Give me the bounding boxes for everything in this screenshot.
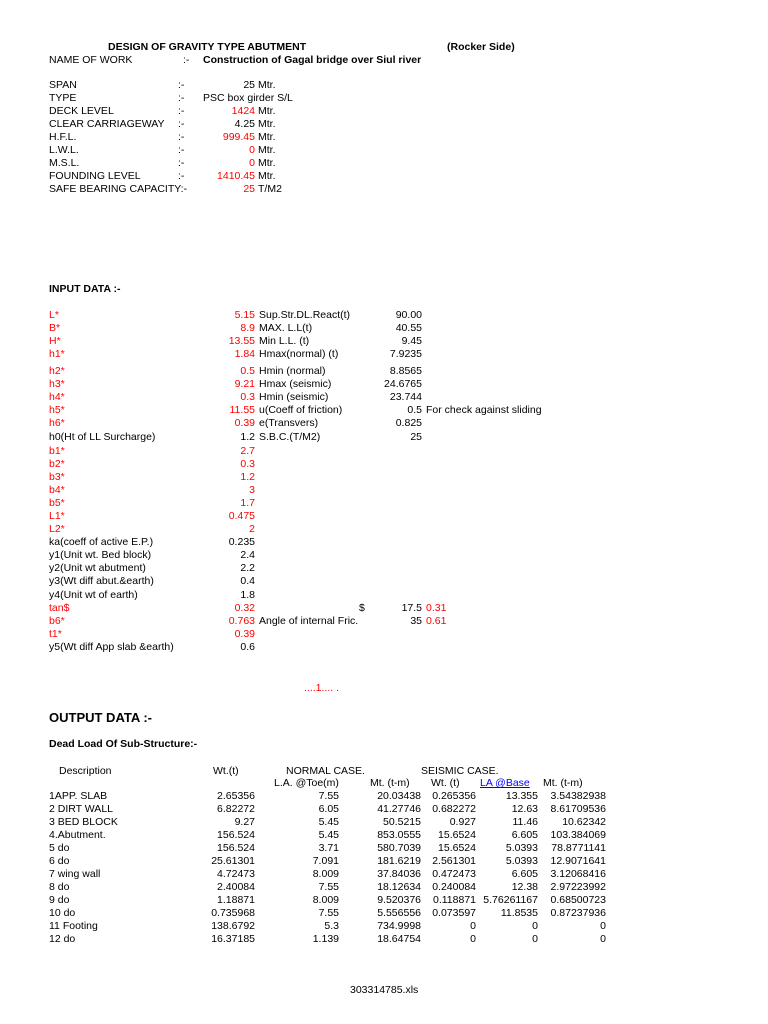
table-cell-la-base: 5.76261167 bbox=[483, 894, 538, 906]
general-label: DECK LEVEL bbox=[49, 105, 114, 117]
table-cell-weight: 9.27 bbox=[234, 816, 255, 828]
input-param-value: 90.00 bbox=[395, 309, 422, 321]
input-value: 1.8 bbox=[240, 589, 255, 601]
table-cell-weight: 6.82272 bbox=[217, 803, 255, 815]
input-value: 0.32 bbox=[234, 602, 255, 614]
general-separator: :- bbox=[178, 144, 185, 156]
table-cell-weight-seismic: 0.682272 bbox=[432, 803, 476, 815]
table-cell-la-toe: 1.139 bbox=[312, 933, 339, 945]
table-cell-la-base: 6.605 bbox=[511, 829, 538, 841]
table-cell-moment-seismic: 0 bbox=[600, 933, 606, 945]
table-cell-la-toe: 5.45 bbox=[318, 816, 339, 828]
input-value: 0.3 bbox=[240, 458, 255, 470]
table-cell-moment-seismic: 0 bbox=[600, 920, 606, 932]
work-separator: :- bbox=[183, 54, 190, 66]
input-label: h5* bbox=[49, 404, 65, 416]
table-cell-description: 12 do bbox=[49, 933, 76, 945]
table-cell-weight-seismic: 0 bbox=[470, 920, 476, 932]
document-side: (Rocker Side) bbox=[447, 41, 515, 53]
input-param-label: MAX. L.L(t) bbox=[259, 322, 313, 334]
general-label: TYPE bbox=[49, 92, 77, 104]
footer-filename: 303314785.xls bbox=[350, 984, 419, 996]
table-cell-weight: 156.524 bbox=[217, 829, 255, 841]
general-unit: Mtr. bbox=[258, 157, 276, 169]
input-value: 1.7 bbox=[240, 497, 255, 509]
table-cell-la-toe: 7.091 bbox=[312, 855, 339, 867]
input-label: H* bbox=[49, 335, 61, 347]
table-cell-moment-seismic: 0.68500723 bbox=[550, 894, 606, 906]
table-cell-description: 2 DIRT WALL bbox=[49, 803, 113, 815]
input-param-label: Sup.Str.DL.React(t) bbox=[259, 309, 351, 321]
seismic-case-header: SEISMIC CASE. bbox=[421, 765, 499, 777]
table-cell-moment: 853.0555 bbox=[377, 829, 421, 841]
page-marker: ....1.... . bbox=[304, 682, 340, 694]
input-label: y5(Wt diff App slab &earth) bbox=[49, 641, 174, 653]
work-label: NAME OF WORK bbox=[49, 54, 133, 66]
general-separator: :- bbox=[178, 131, 185, 143]
col-moment: Mt. (t-m) bbox=[370, 777, 410, 789]
table-cell-weight-seismic: 0.073597 bbox=[432, 907, 476, 919]
input-label: b5* bbox=[49, 497, 65, 509]
table-cell-description: 11 Footing bbox=[49, 920, 98, 932]
input-value: 0.5 bbox=[240, 365, 255, 377]
input-param-label: Hmin (normal) bbox=[259, 365, 326, 377]
table-cell-la-base: 13.355 bbox=[505, 790, 538, 802]
input-value: 0.763 bbox=[228, 615, 255, 627]
general-unit: Mtr. bbox=[258, 79, 276, 91]
table-cell-weight-seismic: 0.265356 bbox=[432, 790, 476, 802]
table-cell-la-base: 5.0393 bbox=[505, 842, 538, 854]
table-cell-la-toe: 5.3 bbox=[324, 920, 339, 932]
input-label: h0(Ht of LL Surcharge) bbox=[49, 431, 156, 443]
input-value: 1.84 bbox=[234, 348, 255, 360]
normal-case-header: NORMAL CASE. bbox=[286, 765, 365, 777]
table-cell-moment: 580.7039 bbox=[377, 842, 421, 854]
input-label: b3* bbox=[49, 471, 65, 483]
general-value: 1424 bbox=[231, 105, 255, 117]
input-value: 0.235 bbox=[228, 536, 255, 548]
table-cell-weight: 4.72473 bbox=[217, 868, 255, 880]
table-cell-moment: 9.520376 bbox=[377, 894, 421, 906]
general-unit: Mtr. bbox=[258, 118, 276, 130]
table-cell-moment-seismic: 12.9071641 bbox=[550, 855, 606, 867]
table-cell-weight: 25.61301 bbox=[211, 855, 255, 867]
input-param-label: Min L.L. (t) bbox=[259, 335, 310, 347]
col-weight: Wt.(t) bbox=[213, 765, 239, 777]
table-cell-weight-seismic: 0.927 bbox=[449, 816, 476, 828]
table-cell-la-base: 6.605 bbox=[511, 868, 538, 880]
table-cell-la-toe: 6.05 bbox=[318, 803, 339, 815]
general-value: 25 bbox=[243, 183, 255, 195]
input-label: y3(Wt diff abut.&earth) bbox=[49, 575, 154, 587]
input-label: ka(coeff of active E.P.) bbox=[49, 536, 154, 548]
friction-angle-label: Angle of internal Fric. bbox=[259, 615, 359, 627]
table-cell-la-toe: 7.55 bbox=[318, 790, 339, 802]
table-cell-la-toe: 7.55 bbox=[318, 881, 339, 893]
table-cell-la-toe: 5.45 bbox=[318, 829, 339, 841]
input-label: tan$ bbox=[49, 602, 70, 614]
general-value: 999.45 bbox=[222, 131, 255, 143]
friction-angle-value: 35 bbox=[410, 615, 422, 627]
tan-extra-value: 0.31 bbox=[426, 602, 447, 614]
table-cell-moment-seismic: 8.61709536 bbox=[550, 803, 606, 815]
table-cell-la-toe: 7.55 bbox=[318, 907, 339, 919]
table-cell-la-base: 11.46 bbox=[512, 816, 538, 828]
input-label: h4* bbox=[49, 391, 65, 403]
input-param-value: 0.825 bbox=[395, 417, 422, 429]
general-value: 25 bbox=[243, 79, 255, 91]
table-cell-moment: 50.5215 bbox=[383, 816, 421, 828]
input-value: 9.21 bbox=[234, 378, 255, 390]
input-label: B* bbox=[49, 322, 61, 334]
table-cell-description: 6 do bbox=[49, 855, 70, 867]
general-label: SAFE BEARING CAPACITY:- bbox=[49, 183, 188, 195]
input-value: 13.55 bbox=[228, 335, 255, 347]
input-param-label: S.B.C.(T/M2) bbox=[259, 431, 321, 443]
general-unit: Mtr. bbox=[258, 105, 276, 117]
table-cell-description: 4.Abutment. bbox=[49, 829, 106, 841]
output-subheading: Dead Load Of Sub-Structure:- bbox=[49, 738, 198, 750]
input-label: L2* bbox=[49, 523, 65, 535]
input-value: 2 bbox=[249, 523, 255, 535]
input-value: 2.7 bbox=[240, 445, 255, 457]
input-value: 2.2 bbox=[240, 562, 255, 574]
general-label: CLEAR CARRIAGEWAY bbox=[49, 118, 165, 130]
table-cell-la-toe: 8.009 bbox=[312, 868, 339, 880]
input-param-label: e(Transvers) bbox=[259, 417, 319, 429]
input-param-value: 7.9235 bbox=[389, 348, 422, 360]
table-cell-moment: 18.64754 bbox=[377, 933, 421, 945]
table-cell-weight-seismic: 0 bbox=[470, 933, 476, 945]
table-cell-moment-seismic: 10.62342 bbox=[562, 816, 606, 828]
table-cell-la-base: 0 bbox=[532, 920, 538, 932]
table-cell-description: 10 do bbox=[49, 907, 76, 919]
input-value: 5.15 bbox=[234, 309, 255, 321]
friction-angle-extra: 0.61 bbox=[426, 615, 447, 627]
tan-symbol: $ bbox=[359, 602, 365, 614]
table-cell-moment-seismic: 78.8771141 bbox=[551, 842, 606, 854]
input-value: 0.475 bbox=[228, 510, 255, 522]
general-separator: :- bbox=[178, 170, 185, 182]
table-cell-moment: 37.84036 bbox=[377, 868, 421, 880]
input-label: h2* bbox=[49, 365, 65, 377]
general-separator: :- bbox=[178, 79, 185, 91]
input-label: b2* bbox=[49, 458, 65, 470]
col-description: Description bbox=[59, 765, 112, 777]
table-cell-la-base: 0 bbox=[532, 933, 538, 945]
general-label: SPAN bbox=[49, 79, 77, 91]
table-cell-description: 3 BED BLOCK bbox=[49, 816, 118, 828]
table-cell-weight: 16.37185 bbox=[211, 933, 255, 945]
input-value: 0.39 bbox=[234, 628, 255, 640]
input-value: 0.39 bbox=[234, 417, 255, 429]
table-cell-description: 7 wing wall bbox=[49, 868, 101, 880]
general-value: 4.25 bbox=[234, 118, 255, 130]
table-cell-moment: 181.6219 bbox=[377, 855, 421, 867]
input-param-value: 9.45 bbox=[401, 335, 422, 347]
table-cell-weight: 1.18871 bbox=[217, 894, 255, 906]
general-unit: Mtr. bbox=[258, 170, 276, 182]
table-cell-description: 9 do bbox=[49, 894, 70, 906]
input-label: L1* bbox=[49, 510, 65, 522]
general-label: L.W.L. bbox=[49, 144, 79, 156]
input-label: b6* bbox=[49, 615, 65, 627]
table-cell-moment-seismic: 3.54382938 bbox=[550, 790, 606, 802]
table-cell-moment: 20.03438 bbox=[377, 790, 421, 802]
input-param-label: Hmax(normal) (t) bbox=[259, 348, 339, 360]
input-label: h1* bbox=[49, 348, 65, 360]
table-cell-la-base: 5.0393 bbox=[505, 855, 538, 867]
table-cell-weight: 138.6792 bbox=[211, 920, 255, 932]
table-cell-description: 5 do bbox=[49, 842, 70, 854]
table-cell-weight: 0.735968 bbox=[211, 907, 255, 919]
table-cell-moment-seismic: 3.12068416 bbox=[550, 868, 606, 880]
general-separator: :- bbox=[178, 105, 185, 117]
general-unit: Mtr. bbox=[258, 144, 276, 156]
input-value: 1.2 bbox=[240, 471, 255, 483]
table-cell-weight-seismic: 0.240084 bbox=[432, 881, 476, 893]
tan-angle-value: 17.5 bbox=[401, 602, 422, 614]
table-cell-weight-seismic: 15.6524 bbox=[438, 842, 476, 854]
document-title: DESIGN OF GRAVITY TYPE ABUTMENT bbox=[108, 41, 307, 53]
general-separator: :- bbox=[178, 118, 185, 130]
input-label: L* bbox=[49, 309, 59, 321]
input-value: 8.9 bbox=[240, 322, 255, 334]
general-value: 0 bbox=[249, 144, 255, 156]
table-cell-weight: 2.40084 bbox=[217, 881, 255, 893]
input-label: b4* bbox=[49, 484, 65, 496]
input-heading: INPUT DATA :- bbox=[49, 283, 121, 295]
table-cell-moment: 41.27746 bbox=[377, 803, 421, 815]
general-value: 1410.45 bbox=[217, 170, 255, 182]
work-value: Construction of Gagal bridge over Siul river bbox=[203, 54, 422, 66]
general-separator: :- bbox=[178, 157, 185, 169]
table-cell-moment: 734.9998 bbox=[377, 920, 421, 932]
input-label: h3* bbox=[49, 378, 65, 390]
output-heading: OUTPUT DATA :- bbox=[49, 710, 153, 725]
input-value: 11.55 bbox=[229, 404, 255, 416]
table-cell-weight: 2.65356 bbox=[217, 790, 255, 802]
input-label: h6* bbox=[49, 417, 65, 429]
input-value: 1.2 bbox=[240, 431, 255, 443]
general-unit: Mtr. bbox=[258, 131, 276, 143]
input-label: y4(Unit wt of earth) bbox=[49, 589, 138, 601]
table-cell-la-base: 11.8535 bbox=[500, 907, 538, 919]
table-cell-weight: 156.524 bbox=[217, 842, 255, 854]
input-param-note: For check against sliding bbox=[426, 404, 542, 416]
input-value: 3 bbox=[249, 484, 255, 496]
table-cell-la-toe: 3.71 bbox=[318, 842, 339, 854]
input-label: y2(Unit wt abutment) bbox=[49, 562, 146, 574]
general-label: H.F.L. bbox=[49, 131, 77, 143]
general-separator: :- bbox=[178, 92, 185, 104]
input-value: 0.4 bbox=[240, 575, 255, 587]
col-weight-seismic: Wt. (t) bbox=[431, 777, 460, 789]
col-la-toe: L.A. @Toe(m) bbox=[274, 777, 339, 789]
table-cell-moment-seismic: 0.87237936 bbox=[550, 907, 606, 919]
col-la-base: LA @Base bbox=[480, 777, 530, 789]
general-value: PSC box girder S/L bbox=[203, 92, 293, 104]
input-param-value: 23.744 bbox=[389, 391, 422, 403]
input-param-label: u(Coeff of friction) bbox=[259, 404, 343, 416]
general-unit: T/M2 bbox=[258, 183, 282, 195]
input-param-label: Hmin (seismic) bbox=[259, 391, 329, 403]
general-label: M.S.L. bbox=[49, 157, 80, 169]
general-value: 0 bbox=[249, 157, 255, 169]
input-label: y1(Unit wt. Bed block) bbox=[49, 549, 152, 561]
table-cell-la-toe: 8.009 bbox=[312, 894, 339, 906]
input-param-label: Hmax (seismic) bbox=[259, 378, 332, 390]
table-cell-moment-seismic: 2.97223992 bbox=[550, 881, 606, 893]
table-cell-la-base: 12.63 bbox=[511, 803, 538, 815]
input-param-value: 0.5 bbox=[407, 404, 422, 416]
table-cell-weight-seismic: 0.472473 bbox=[432, 868, 476, 880]
input-value: 2.4 bbox=[240, 549, 255, 561]
input-param-value: 24.6765 bbox=[384, 378, 422, 390]
col-moment-seismic: Mt. (t-m) bbox=[543, 777, 583, 789]
table-cell-weight-seismic: 15.6524 bbox=[438, 829, 476, 841]
table-cell-description: 1APP. SLAB bbox=[49, 790, 108, 802]
input-label: b1* bbox=[49, 445, 65, 457]
input-param-value: 40.55 bbox=[395, 322, 422, 334]
table-cell-moment: 18.12634 bbox=[377, 881, 421, 893]
input-value: 0.6 bbox=[240, 641, 255, 653]
input-value: 0.3 bbox=[240, 391, 255, 403]
table-cell-description: 8 do bbox=[49, 881, 70, 893]
input-label: t1* bbox=[49, 628, 62, 640]
table-cell-moment-seismic: 103.384069 bbox=[550, 829, 606, 841]
table-cell-moment: 5.556556 bbox=[377, 907, 421, 919]
table-cell-weight-seismic: 0.118871 bbox=[432, 894, 476, 906]
input-param-value: 25 bbox=[410, 431, 422, 443]
table-cell-weight-seismic: 2.561301 bbox=[432, 855, 476, 867]
input-param-value: 8.8565 bbox=[389, 365, 422, 377]
general-label: FOUNDING LEVEL bbox=[49, 170, 141, 182]
table-cell-la-base: 12.38 bbox=[511, 881, 538, 893]
